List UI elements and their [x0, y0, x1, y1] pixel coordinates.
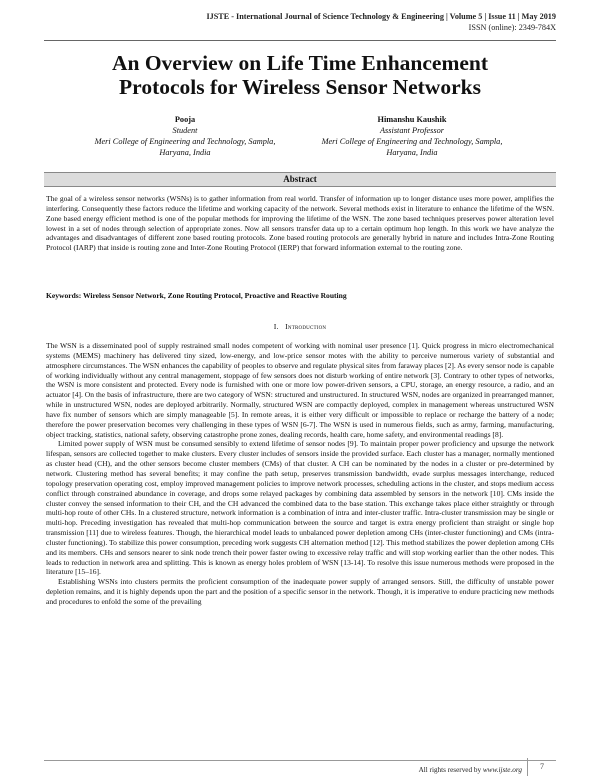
author-name: Pooja — [174, 115, 196, 124]
author-location: Haryana, India — [159, 148, 211, 157]
abstract-heading: Abstract — [44, 172, 556, 187]
author-role: Assistant Professor — [379, 126, 444, 135]
author-block-1 — [65, 114, 305, 158]
author-block-2 — [292, 114, 532, 158]
body-text — [46, 341, 554, 607]
keywords: Keywords: Wireless Sensor Network, Zone Routing Protocol, Proactive and Reactive Routing — [46, 291, 347, 300]
section-number: I. — [273, 322, 279, 331]
footer-rights — [419, 766, 522, 775]
website-link[interactable]: www.ijste.org — [482, 766, 522, 774]
header-rule — [44, 40, 556, 41]
paper-title — [40, 51, 560, 99]
paragraph: The WSN is a disseminated pool of supply restrained small nodes competent of working with nominal user presence [1]. Quick progress in micro electromechanical systems (MEMS) machinery has delivered tiny sized, low-energy, and low-price sensor motes with the ability to perceive numerous variety of substantial and atmosphere circumstances. The WSN enhances the capability of peoples to observe and regulate physical sites from faraway places [2]. As every sensor node is capable of working individually without any central management, stoppage of few sensors does not disturb working of entire network [3]. Contrary to other types of networks, the WSN is more consistent and protected. Every node is furnished with one or more low power-driven sensors, a CPU, storage, an energy resource, a radio, and an actuator [4]. On the basis of infrastructure, there are two category of WSN: structured and unstructured. In structured WSN, nodes are organized in prearranged manner, while in unstructured WSN, nodes are deployed arbitrarily. Normally, structured WSN are compactly deployed, complex in management whereas unstructured WSN have fix number of sensors which are simply manageable [5]. In remote areas, it is either very difficult or impossible to replace or recharge the battery of a node; therefore the power preservation becomes very challenging in these types of WSN [6-7]. The WSN is used in numerous fields, such as army, farming, manufacturing, object tracking, statistics, national safety, observing catastrophe prone zones, dealing records, health care, home safety, and environmental readings [8]. — [46, 341, 554, 439]
section-heading — [0, 322, 600, 331]
footer-rule — [44, 760, 556, 761]
running-header — [206, 12, 556, 33]
title-line-2: Protocols for Wireless Sensor Networks — [119, 75, 481, 99]
section-title: Introduction — [285, 322, 327, 331]
paragraph: Establishing WSNs into clusters permits the proficient consumption of the inadequate power supply of arranged sensors. Still, the difficulty of unstable power depletion remains, and it is highly depends upon the part and the position of a specific sensor in the network. Though, it is imperative to endure practicing new methods and procedures to enfold the some of the prevailing — [46, 577, 554, 606]
author-affiliation: Meri College of Engineering and Technology, Sampla, — [321, 137, 503, 146]
author-name: Himanshu Kaushik — [377, 115, 447, 124]
paragraph: Limited power supply of WSN must be consumed sensibly to extend lifetime of sensor nodes [9]. To maintain proper power proficiency and upsurge the network lifespan, sensors are collected together to make clusters. Every cluster includes of sensors inside the provided surface. Each cluster has a manager, normally mentioned as cluster head (CH), and the other sensors become cluster members (CMs) of that cluster. A CH can be nominated by the nodes in a cluster or pre-determined by network. Clustering method has several benefits; it may confine the path setup, preserves transmission bandwidth, evade surplus messages interchange, reduced topology preservation operating cost, employ improved management policies to improve network processes, scheduling actions in the cluster, and stops medium access conflict through constrained abundance in coverage, and drops some relayed packages by combining data assembled by sensors in the network [10]. CMs inside the cluster convey the sensed information to their CH, and the CH advanced the combined data to the base station. This exchange takes place either straightly or through multi-hop route of other CHs. In a clustered structure, network information is a combination of intra and inter-cluster traffic. Intra-cluster transmission may be single or multi-hop. Preceding investigation has revealed that multi-hop communication between the source and target is extra energy proficient than straight or single hop transmission [11] due to wireless features. Though, the hierarchical model leads to unbalanced power depletion among CHs (inter-cluster functioning) and CMs (intra-cluster functioning). To stabilize this power consumption, preceding work suggests CH alternation method [12]. This method stabilizes the power depletion among CHs and its members. CHs and sensors nearer to sink node trench their power faster owing to excessive relay traffic and will stop working earlier than the other nodes. This leads to reduction in network area and splitting. This is known as energy holes problem of WSN [13-14]. To resolve this issue numerous methods were proposed in the literature [15–16]. — [46, 439, 554, 577]
issn-line: ISSN (online): 2349-784X — [468, 22, 556, 32]
abstract-text: The goal of a wireless sensor networks (WSNs) is to gather information from real world. Transfer of information up to longer distance uses more power, amplifies the interfering. Consequently these factors reduce the lifetime and working capacity of the network. Several methods exist in literature to enhance the lifetime of the WSN. Zone based energy efficient method is one of the popular methods for improving the lifetime of the WSN. The zone based techniques preserves power alteration level lowest in a set of nodes through selection of appropriate zones. Now all sensors transfer data up to a certain optimum hop length. In this work we have analyze the advantages and disadvantages of different zone based routing protocols. Zone based routing protocols are generally hybrid in nature and includes Intra-Zone Routing Protocol (IARP) that inside is routing zone and Inter-Zone Routing Protocol (IERP) that forward information external to the routing zone. — [46, 194, 554, 253]
author-affiliation: Meri College of Engineering and Technology, Sampla, — [94, 137, 276, 146]
rights-text: All rights reserved by — [418, 766, 482, 774]
author-location: Haryana, India — [386, 148, 438, 157]
author-role: Student — [172, 126, 198, 135]
journal-line: IJSTE - International Journal of Science Technology & Engineering | Volume 5 | Issue 11 | May 2019 — [206, 12, 556, 21]
title-line-1: An Overview on Life Time Enhancement — [111, 51, 489, 75]
page-number: 7 — [527, 758, 556, 776]
